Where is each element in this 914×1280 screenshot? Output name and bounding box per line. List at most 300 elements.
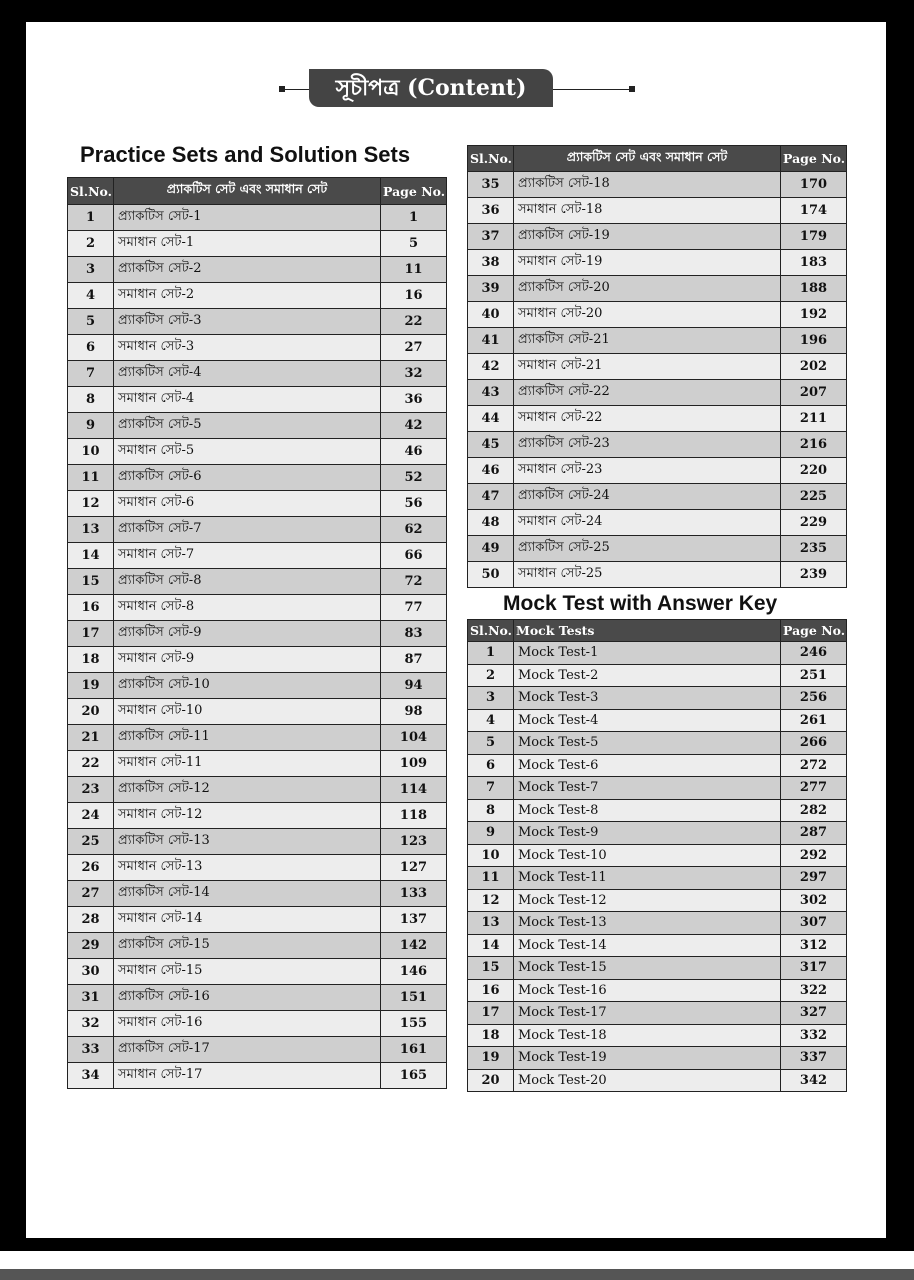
row-sl-number: 16 [68,595,114,621]
row-page-number: 332 [781,1024,847,1047]
row-title: সমাধান সেট-15 [114,959,381,985]
row-title: প্র্যাকটিস সেট-17 [114,1037,381,1063]
row-page-number: 261 [781,709,847,732]
row-page-number: 307 [781,912,847,935]
table-row [468,172,847,198]
row-sl-number: 29 [68,933,114,959]
title-rule-dot-right [629,86,635,92]
row-page-number: 337 [781,1047,847,1070]
table-row [68,231,447,257]
row-title: সমাধান সেট-2 [114,283,381,309]
row-title: প্র্যাকটিস সেট-2 [114,257,381,283]
row-sl-number: 12 [468,889,514,912]
row-page-number: 287 [781,822,847,845]
row-sl-number: 15 [468,957,514,980]
table-row [468,458,847,484]
row-sl-number: 46 [468,458,514,484]
row-page-number: 16 [381,283,447,309]
row-title: প্র্যাকটিস সেট-12 [114,777,381,803]
row-title: সমাধান সেট-6 [114,491,381,517]
table-row [468,1002,847,1025]
table-row [68,283,447,309]
row-title: প্র্যাকটিস সেট-5 [114,413,381,439]
table-row [68,309,447,335]
row-sl-number: 47 [468,484,514,510]
row-sl-number: 2 [468,664,514,687]
row-title: সমাধান সেট-16 [114,1011,381,1037]
header-title: প্র্যাকটিস সেট এবং সমাধান সেট [114,178,381,205]
row-title: Mock Test-13 [514,912,781,935]
table-row [68,439,447,465]
row-title: প্র্যাকটিস সেট-10 [114,673,381,699]
row-sl-number: 49 [468,536,514,562]
header-sl: Sl.No. [68,178,114,205]
table-row [468,934,847,957]
row-page-number: 72 [381,569,447,595]
row-title: প্র্যাকটিস সেট-18 [514,172,781,198]
row-title: প্র্যাকটিস সেট-4 [114,361,381,387]
row-sl-number: 1 [68,205,114,231]
row-page-number: 174 [781,198,847,224]
table-row [68,1037,447,1063]
row-page-number: 302 [781,889,847,912]
row-sl-number: 20 [68,699,114,725]
table-row [468,510,847,536]
table-row [68,361,447,387]
header-sl: Sl.No. [468,146,514,172]
row-sl-number: 14 [68,543,114,569]
row-page-number: 235 [781,536,847,562]
table-header-row [468,146,847,172]
row-page-number: 46 [381,439,447,465]
row-sl-number: 17 [68,621,114,647]
row-sl-number: 37 [468,224,514,250]
row-page-number: 62 [381,517,447,543]
row-title: প্র্যাকটিস সেট-11 [114,725,381,751]
practice-table-body [68,205,447,1089]
row-page-number: 317 [781,957,847,980]
table-row [68,1011,447,1037]
row-sl-number: 18 [468,1024,514,1047]
row-page-number: 36 [381,387,447,413]
row-sl-number: 19 [468,1047,514,1070]
table-row [68,387,447,413]
row-sl-number: 10 [68,439,114,465]
row-page-number: 207 [781,380,847,406]
row-title: সমাধান সেট-8 [114,595,381,621]
row-sl-number: 3 [68,257,114,283]
row-page-number: 87 [381,647,447,673]
row-title: প্র্যাকটিস সেট-23 [514,432,781,458]
row-sl-number: 36 [468,198,514,224]
row-page-number: 146 [381,959,447,985]
row-page-number: 11 [381,257,447,283]
row-sl-number: 17 [468,1002,514,1025]
row-page-number: 151 [381,985,447,1011]
table-row [468,328,847,354]
row-title: সমাধান সেট-9 [114,647,381,673]
row-page-number: 22 [381,309,447,335]
row-sl-number: 42 [468,354,514,380]
table-row [68,959,447,985]
row-page-number: 229 [781,510,847,536]
row-page-number: 142 [381,933,447,959]
row-page-number: 104 [381,725,447,751]
table-row [468,198,847,224]
row-page-number: 183 [781,250,847,276]
row-title: Mock Test-18 [514,1024,781,1047]
row-title: Mock Test-4 [514,709,781,732]
row-page-number: 56 [381,491,447,517]
row-sl-number: 21 [68,725,114,751]
row-page-number: 170 [781,172,847,198]
mock-heading: Mock Test with Answer Key [503,592,778,615]
table-row [468,406,847,432]
row-title: প্র্যাকটিস সেট-7 [114,517,381,543]
row-page-number: 98 [381,699,447,725]
table-row [68,855,447,881]
table-row [468,302,847,328]
row-title: সমাধান সেট-7 [114,543,381,569]
table-row [468,1024,847,1047]
row-sl-number: 7 [468,777,514,800]
row-page-number: 155 [381,1011,447,1037]
row-sl-number: 8 [468,799,514,822]
row-sl-number: 4 [68,283,114,309]
row-title: সমাধান সেট-17 [114,1063,381,1089]
table-row [468,979,847,1002]
row-sl-number: 23 [68,777,114,803]
table-row [68,1063,447,1089]
row-title: প্র্যাকটিস সেট-8 [114,569,381,595]
table-row [468,536,847,562]
row-page-number: 42 [381,413,447,439]
row-title: Mock Test-12 [514,889,781,912]
row-page-number: 27 [381,335,447,361]
row-title: Mock Test-2 [514,664,781,687]
row-page-number: 266 [781,732,847,755]
row-sl-number: 4 [468,709,514,732]
row-title: সমাধান সেট-19 [514,250,781,276]
row-page-number: 66 [381,543,447,569]
row-page-number: 292 [781,844,847,867]
table-row [68,335,447,361]
row-title: Mock Test-20 [514,1069,781,1092]
row-sl-number: 20 [468,1069,514,1092]
table-row [68,517,447,543]
table-row [68,933,447,959]
row-sl-number: 9 [468,822,514,845]
table-row [68,543,447,569]
table-header-row [68,178,447,205]
row-sl-number: 32 [68,1011,114,1037]
row-page-number: 137 [381,907,447,933]
row-page-number: 342 [781,1069,847,1092]
row-page-number: 109 [381,751,447,777]
row-title: Mock Test-8 [514,799,781,822]
practice-table-continued [467,145,847,588]
row-page-number: 225 [781,484,847,510]
row-sl-number: 33 [68,1037,114,1063]
row-title: Mock Test-3 [514,687,781,710]
row-title: Mock Test-16 [514,979,781,1002]
table-row [468,867,847,890]
table-row [68,699,447,725]
row-page-number: 1 [381,205,447,231]
row-page-number: 246 [781,642,847,665]
row-sl-number: 5 [468,732,514,755]
row-title: সমাধান সেট-14 [114,907,381,933]
row-title: প্র্যাকটিস সেট-15 [114,933,381,959]
row-sl-number: 14 [468,934,514,957]
mock-table [467,619,847,1092]
table-row [68,751,447,777]
row-title: সমাধান সেট-5 [114,439,381,465]
row-page-number: 196 [781,328,847,354]
row-page-number: 277 [781,777,847,800]
table-row [468,562,847,588]
row-page-number: 202 [781,354,847,380]
row-sl-number: 11 [68,465,114,491]
row-page-number: 211 [781,406,847,432]
row-sl-number: 30 [68,959,114,985]
row-sl-number: 3 [468,687,514,710]
row-title: সমাধান সেট-20 [514,302,781,328]
row-page-number: 220 [781,458,847,484]
row-page-number: 327 [781,1002,847,1025]
row-title: প্র্যাকটিস সেট-13 [114,829,381,855]
row-sl-number: 34 [68,1063,114,1089]
row-title: সমাধান সেট-3 [114,335,381,361]
table-header-row [468,620,847,642]
row-page-number: 192 [781,302,847,328]
table-row [68,881,447,907]
header-title: Mock Tests [514,620,781,642]
row-title: সমাধান সেট-23 [514,458,781,484]
row-title: সমাধান সেট-25 [514,562,781,588]
table-row [468,432,847,458]
table-row [468,799,847,822]
row-title: সমাধান সেট-4 [114,387,381,413]
row-title: Mock Test-11 [514,867,781,890]
row-page-number: 179 [781,224,847,250]
practice-table [67,177,447,1089]
row-sl-number: 16 [468,979,514,1002]
header-title: প্র্যাকটিস সেট এবং সমাধান সেট [514,146,781,172]
table-row [68,205,447,231]
table-row [468,250,847,276]
row-page-number: 282 [781,799,847,822]
row-sl-number: 18 [68,647,114,673]
row-page-number: 32 [381,361,447,387]
row-page-number: 114 [381,777,447,803]
table-row [68,985,447,1011]
row-sl-number: 2 [68,231,114,257]
table-row [468,709,847,732]
table-row [68,803,447,829]
row-title: Mock Test-15 [514,957,781,980]
row-sl-number: 25 [68,829,114,855]
row-sl-number: 6 [468,754,514,777]
row-page-number: 297 [781,867,847,890]
practice-cont-table-body [468,172,847,588]
row-page-number: 118 [381,803,447,829]
row-title: সমাধান সেট-21 [514,354,781,380]
table-row [468,380,847,406]
row-sl-number: 9 [68,413,114,439]
row-sl-number: 13 [68,517,114,543]
row-title: সমাধান সেট-1 [114,231,381,257]
table-row [68,673,447,699]
row-sl-number: 39 [468,276,514,302]
row-title: প্র্যাকটিস সেট-6 [114,465,381,491]
table-row [468,642,847,665]
row-sl-number: 48 [468,510,514,536]
table-row [68,595,447,621]
row-sl-number: 22 [68,751,114,777]
row-sl-number: 44 [468,406,514,432]
header-sl: Sl.No. [468,620,514,642]
row-page-number: 5 [381,231,447,257]
row-sl-number: 11 [468,867,514,890]
table-row [468,484,847,510]
table-row [68,621,447,647]
header-page: Page No. [381,178,447,205]
bottom-strip [0,1251,914,1269]
table-row [468,777,847,800]
table-row [68,777,447,803]
row-sl-number: 8 [68,387,114,413]
table-row [68,257,447,283]
table-row [468,224,847,250]
row-title: প্র্যাকটিস সেট-19 [514,224,781,250]
row-page-number: 94 [381,673,447,699]
row-title: প্র্যাকটিস সেট-24 [514,484,781,510]
table-row [468,822,847,845]
row-title: প্র্যাকটিস সেট-1 [114,205,381,231]
row-sl-number: 15 [68,569,114,595]
row-page-number: 256 [781,687,847,710]
row-sl-number: 13 [468,912,514,935]
row-page-number: 322 [781,979,847,1002]
row-title: সমাধান সেট-18 [514,198,781,224]
row-page-number: 161 [381,1037,447,1063]
row-title: Mock Test-14 [514,934,781,957]
row-title: Mock Test-1 [514,642,781,665]
row-sl-number: 40 [468,302,514,328]
table-row [468,889,847,912]
table-row [68,465,447,491]
table-row [468,732,847,755]
page-title: সূচীপত্র (Content) [309,69,553,107]
table-row [468,844,847,867]
row-title: Mock Test-5 [514,732,781,755]
row-page-number: 123 [381,829,447,855]
mock-table-body [468,642,847,1092]
table-row [468,1069,847,1092]
row-sl-number: 24 [68,803,114,829]
practice-heading: Practice Sets and Solution Sets [80,142,411,167]
row-title: Mock Test-19 [514,1047,781,1070]
table-row [468,912,847,935]
row-sl-number: 31 [68,985,114,1011]
row-page-number: 188 [781,276,847,302]
row-title: Mock Test-7 [514,777,781,800]
row-sl-number: 5 [68,309,114,335]
table-row [468,1047,847,1070]
row-sl-number: 6 [68,335,114,361]
row-page-number: 83 [381,621,447,647]
table-row [468,687,847,710]
row-title: প্র্যাকটিস সেট-16 [114,985,381,1011]
row-title: প্র্যাকটিস সেট-20 [514,276,781,302]
row-sl-number: 12 [68,491,114,517]
title-rule-left [284,89,310,90]
row-title: Mock Test-17 [514,1002,781,1025]
row-title: সমাধান সেট-22 [514,406,781,432]
row-page-number: 165 [381,1063,447,1089]
row-sl-number: 1 [468,642,514,665]
row-title: প্র্যাকটিস সেট-14 [114,881,381,907]
title-rule-right [553,89,631,90]
row-page-number: 216 [781,432,847,458]
table-row [68,647,447,673]
row-page-number: 77 [381,595,447,621]
row-title: সমাধান সেট-10 [114,699,381,725]
row-sl-number: 50 [468,562,514,588]
row-title: প্র্যাকটিস সেট-22 [514,380,781,406]
row-title: Mock Test-10 [514,844,781,867]
row-sl-number: 7 [68,361,114,387]
row-sl-number: 10 [468,844,514,867]
table-row [468,957,847,980]
row-page-number: 133 [381,881,447,907]
row-page-number: 239 [781,562,847,588]
row-sl-number: 19 [68,673,114,699]
bottom-bar [0,1269,914,1280]
row-page-number: 52 [381,465,447,491]
table-row [468,754,847,777]
table-row [468,354,847,380]
table-row [68,907,447,933]
row-sl-number: 41 [468,328,514,354]
row-title: Mock Test-6 [514,754,781,777]
row-sl-number: 35 [468,172,514,198]
row-page-number: 127 [381,855,447,881]
table-row [68,829,447,855]
table-row [468,276,847,302]
row-sl-number: 28 [68,907,114,933]
row-title: প্র্যাকটিস সেট-9 [114,621,381,647]
table-row [68,569,447,595]
row-sl-number: 26 [68,855,114,881]
row-page-number: 272 [781,754,847,777]
table-row [68,413,447,439]
row-title: সমাধান সেট-12 [114,803,381,829]
row-page-number: 251 [781,664,847,687]
row-sl-number: 38 [468,250,514,276]
row-title: Mock Test-9 [514,822,781,845]
row-title: প্র্যাকটিস সেট-3 [114,309,381,335]
row-title: সমাধান সেট-11 [114,751,381,777]
table-row [68,725,447,751]
table-row [468,664,847,687]
row-title: সমাধান সেট-13 [114,855,381,881]
row-title: প্র্যাকটিস সেট-21 [514,328,781,354]
row-sl-number: 27 [68,881,114,907]
row-sl-number: 43 [468,380,514,406]
row-title: সমাধান সেট-24 [514,510,781,536]
